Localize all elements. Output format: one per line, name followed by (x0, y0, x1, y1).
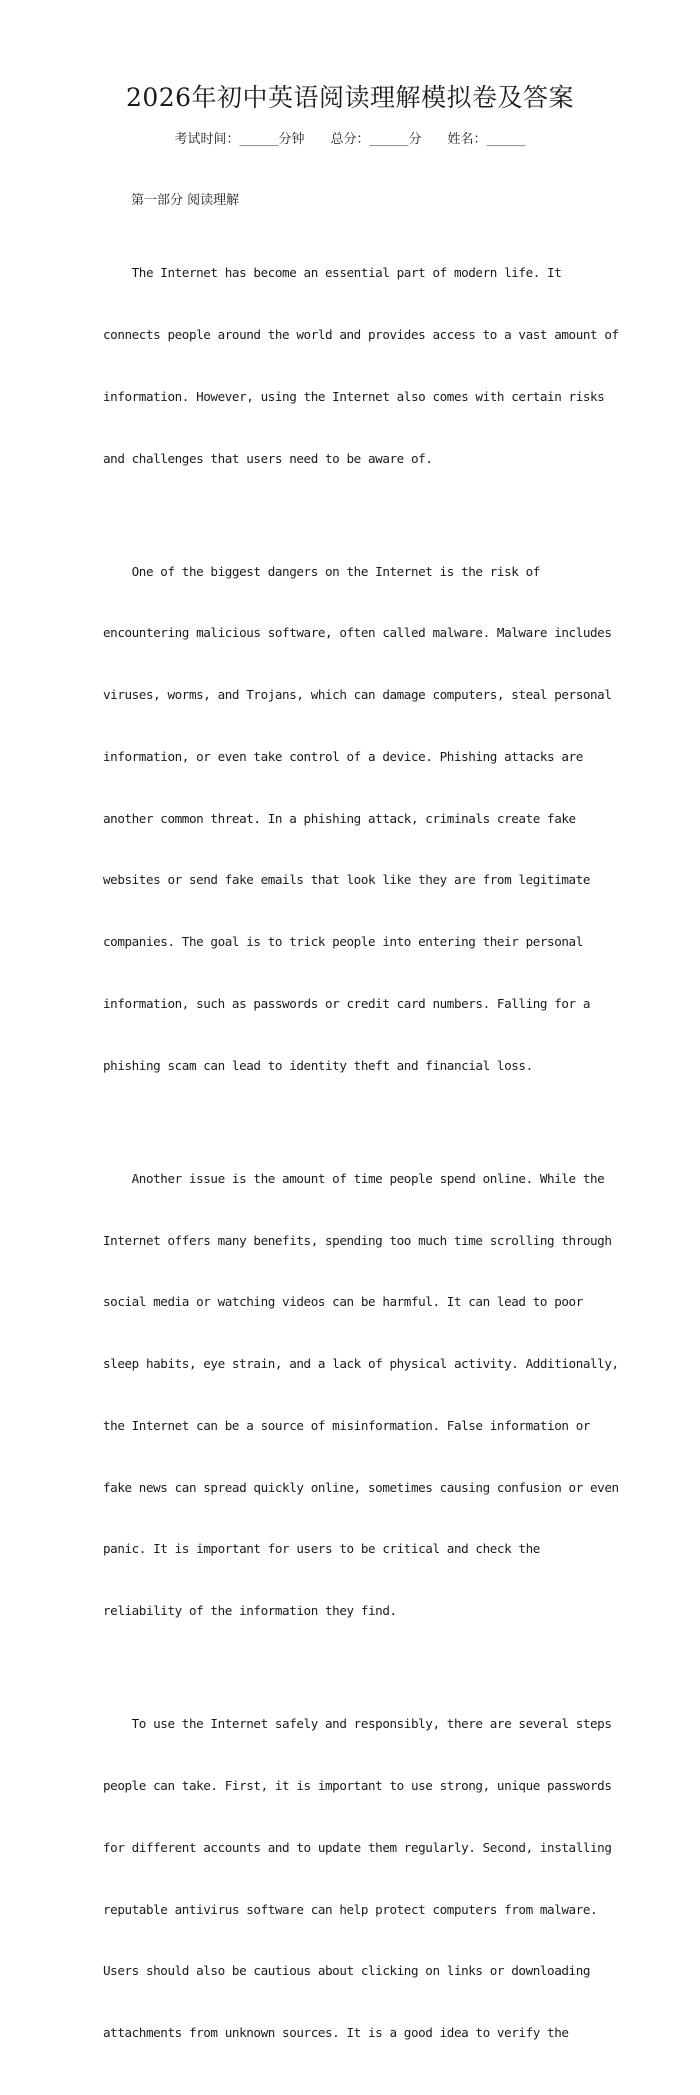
score-blank: ______ (369, 132, 409, 147)
text-line: Another issue is the amount of time people spend online. While the (103, 1170, 605, 1186)
text-line: sleep habits, eye strain, and a lack of physical activity. Additionally, (103, 1356, 619, 1372)
paragraph (103, 222, 619, 510)
reading-passage (103, 222, 619, 2095)
text-line: The Internet has become an essential part of modern life. It (103, 265, 562, 281)
exam-info-line (0, 128, 700, 152)
text-line: viruses, worms, and Trojans, which can damage computers, steal personal (103, 687, 612, 703)
text-line: for different accounts and to update them regularly. Second, installing (103, 1839, 612, 1855)
text-line: information, or even take control of a device. Phishing attacks are (103, 748, 583, 764)
text-line: social media or watching videos can be harmful. It can lead to poor (103, 1294, 583, 1310)
text-line: another common threat. In a phishing attack, criminals create fake (103, 810, 576, 826)
name-label: 姓名： (447, 132, 487, 147)
text-line: the Internet can be a source of misinformation. False information or (103, 1417, 591, 1433)
time-unit: 分钟 (278, 132, 305, 147)
text-line: information, such as passwords or credit card numbers. Falling for a (103, 995, 591, 1011)
name-blank: ______ (486, 132, 526, 147)
paragraph (103, 1128, 619, 1663)
text-line: phishing scam can lead to identity theft and financial loss. (103, 1057, 533, 1073)
score-label: 总分： (330, 132, 370, 147)
text-line: and challenges that users need to be aware of. (103, 450, 433, 466)
text-line: reputable antivirus software can help protect computers from malware. (103, 1901, 598, 1917)
score-unit: 分 (408, 132, 422, 147)
paragraph (103, 1673, 612, 2085)
text-line: Internet offers many benefits, spending too much time scrolling through (103, 1232, 612, 1248)
text-line: To use the Internet safely and responsibly, there are several steps (103, 1716, 612, 1732)
section-heading: 第一部分 阅读理解 (131, 193, 240, 208)
text-line: Users should also be cautious about clicking on links or downloading (103, 1963, 591, 1979)
text-line: fake news can spread quickly online, sometimes causing confusion or even (103, 1479, 619, 1495)
text-line: connects people around the world and provides access to a vast amount of (103, 326, 619, 342)
text-line: people can take. First, it is important to use strong, unique passwords (103, 1777, 612, 1793)
text-line: One of the biggest dangers on the Internet is the risk of (103, 563, 540, 579)
paragraph (103, 520, 612, 1117)
time-label: 考试时间： (174, 132, 240, 147)
text-line: attachments from unknown sources. It is a good idea to verify the (103, 2025, 569, 2041)
text-line: companies. The goal is to trick people into entering their personal (103, 934, 583, 950)
time-blank: ______ (239, 132, 279, 147)
text-line: reliability of the information they find. (103, 1603, 397, 1619)
text-line: information. However, using the Internet also comes with certain risks (103, 388, 605, 404)
text-line: panic. It is important for users to be critical and check the (103, 1541, 540, 1557)
text-line: websites or send fake emails that look like they are from legitimate (103, 872, 591, 888)
text-line: encountering malicious software, often called malware. Malware includes (103, 625, 612, 641)
page-title: 2026年初中英语阅读理解模拟卷及答案 (125, 83, 575, 112)
